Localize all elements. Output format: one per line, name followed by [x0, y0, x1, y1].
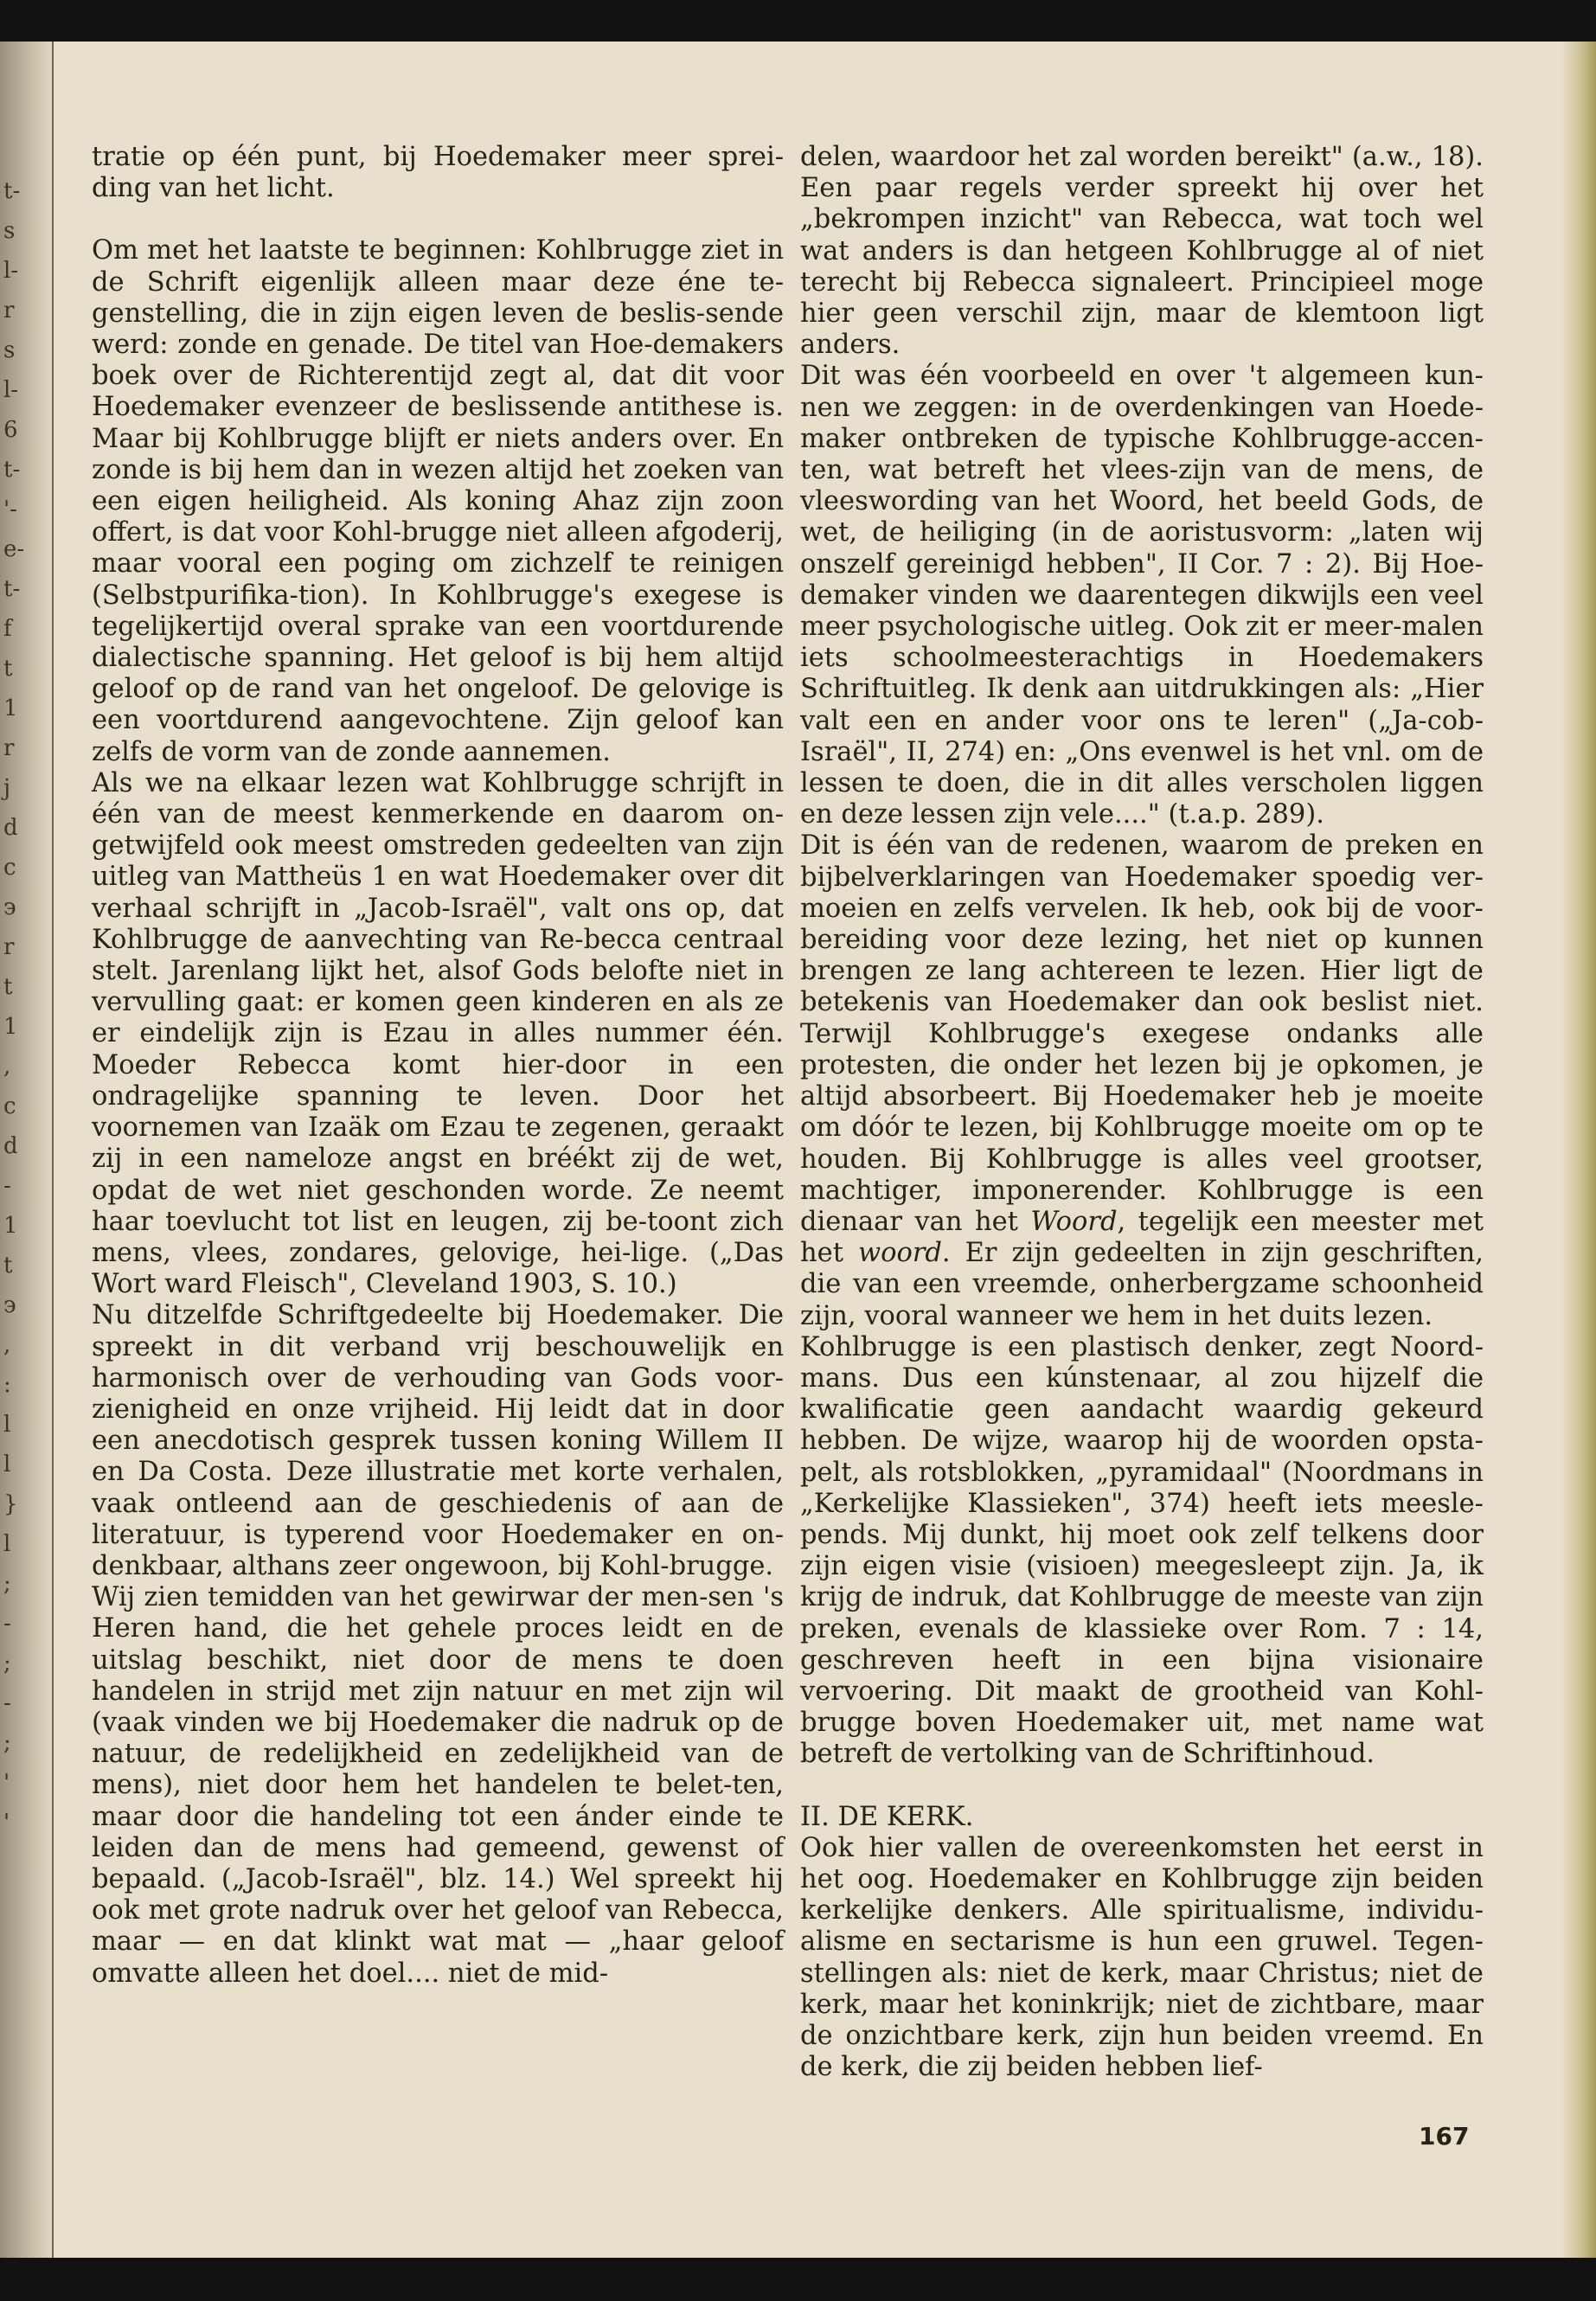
margin-fragment: : — [3, 1372, 11, 1398]
paragraph: Dit was één voorbeeld en over 't algemeen kun-nen we zeggen: in de overdenkingen van Hoede-maker ontbreken de typische Kohlbrugge-accen-ten, wat betreft het vlees-zijn van de mens, de vleeswording van het Woord, het beeld Gods, de wet, de heiliging (in de aoristusvorm: „laten wij onszelf gereinigd hebben", II Cor. 7 : 2). Bij Hoe-demaker vinden we daarentegen dikwijls een veel meer psychologische uitleg. Ook zit er meer-malen iets schoolmeesterachtigs in Hoedemakers Schriftuitleg. Ik denk aan uitdrukkingen als: „Hier valt een en ander voor ons te leren" („Ja-cob-Israël", II, 274) en: „Ons evenwel is het vnl. om de lessen te doen, die in dit alles verscholen liggen en deze lessen zijn vele...." (t.a.p. 289). — [800, 361, 1484, 830]
margin-fragment: d — [3, 1133, 18, 1159]
margin-fragment: s — [3, 218, 16, 244]
margin-fragment: l- — [3, 377, 19, 403]
text-run: Dit is één van de redenen, waarom de preken en bijbelverklaringen van Hoedemaker spoedig ver-moeien en zelfs vervelen. Ik heb, ook bij de voor-bereiding voor deze lezing, het niet op kunnen brengen ze lang achtereen te lezen. Hier ligt de betekenis van Hoedemaker dan ook beslist niet. Terwijl Kohlbrugge's exegese ondanks alle protesten, die onder het lezen bij je opkomen, je altijd absorbeert. Bij Hoedemaker heb je moeite om dóór te lezen, bij Kohlbrugge moeite om op te houden. Bij Kohlbrugge is alles veel grootser, machtiger, imponerender. Kohlbrugge is een dienaar van het — [800, 830, 1484, 1237]
margin-fragment: 1 — [3, 1014, 18, 1040]
margin-fragment: t- — [3, 178, 21, 204]
margin-fragment: c — [3, 855, 16, 881]
margin-fragment: l — [3, 1531, 11, 1557]
scanned-page — [0, 42, 1596, 2258]
margin-fragment: t — [3, 656, 13, 682]
margin-fragment: t- — [3, 576, 21, 602]
margin-fragment: t — [3, 974, 13, 1000]
facing-page-fragments — [3, 171, 26, 1843]
margin-fragment: 6 — [3, 417, 18, 443]
margin-fragment: - — [3, 1690, 11, 1716]
paragraph: delen, waardoor het zal worden bereikt" (a.w., 18). Een paar regels verder spreekt hij over het „bekrompen inzicht" van Rebecca, wat toch wel wat anders is dan hetgeen Kohlbrugge al of niet terecht bij Rebecca signaleert. Principieel moge hier geen verschil zijn, maar de klemtoon ligt anders. — [800, 142, 1484, 361]
margin-fragment: t- — [3, 457, 21, 483]
margin-fragment: 1 — [3, 1213, 18, 1239]
paragraph — [800, 830, 1484, 1331]
margin-fragment: d — [3, 815, 18, 841]
margin-fragment: э — [3, 894, 16, 920]
margin-fragment: e- — [3, 536, 25, 562]
margin-fragment: l — [3, 1452, 11, 1477]
margin-fragment: ; — [3, 1730, 11, 1756]
book-spine-edge — [52, 42, 54, 2258]
margin-fragment: f — [3, 616, 12, 642]
margin-fragment: c — [3, 1093, 16, 1119]
paragraph: tratie op één punt, bij Hoedemaker meer sprei-ding van het licht. — [92, 142, 784, 204]
margin-fragment: ; — [3, 1571, 11, 1597]
text-run: . Er zijn gedeelten in zijn geschriften, die van een vreemde, onherbergzame schoonheid zijn, vooral wanneer we hem in het duits lezen. — [800, 1238, 1484, 1331]
left-column — [92, 142, 784, 1990]
margin-fragment: ; — [3, 1650, 11, 1676]
margin-fragment: j — [3, 775, 11, 801]
italic-word: Woord — [1030, 1206, 1118, 1237]
paragraph: Ook hier vallen de overeenkomsten het eerst in het oog. Hoedemaker en Kohlbrugge zijn beiden kerkelijke denkers. Alle spiritualisme, individu-alisme en sectarisme is hun een gruwel. Tegen-stellingen als: niet de kerk, maar Christus; niet de kerk, maar het koninkrijk; niet de zichtbare, maar de onzichtbare kerk, zijn hun beiden vreemd. En de kerk, die zij beiden hebben lief- — [800, 1832, 1484, 2083]
paragraph: Nu ditzelfde Schriftgedeelte bij Hoedemaker. Die spreekt in dit verband vrij beschouwelijk en harmonisch over de verhouding van Gods voor-zienigheid en onze vrijheid. Hij leidt dat in door een anecdotisch gesprek tussen koning Willem II en Da Costa. Deze illustratie met korte verhalen, vaak ontleend aan de geschiedenis of aan de literatuur, is typerend voor Hoedemaker en on-denkbaar, althans zeer ongewoon, bij Kohl-brugge. — [92, 1300, 784, 1581]
margin-fragment: ' — [3, 1770, 10, 1796]
text-run: , tegelijk een meester met het — [800, 1206, 1484, 1269]
margin-fragment: , — [3, 1054, 11, 1080]
right-column — [800, 142, 1484, 2083]
italic-word: woord — [857, 1238, 942, 1269]
paragraph: Als we na elkaar lezen wat Kohlbrugge schrijft in één van de meest kenmerkende en daarom on-getwijfeld ook meest omstreden gedeelten van zijn uitleg van Mattheüs 1 en wat Hoedemaker over dit verhaal schrijft in „Jacob-Israël", valt ons op, dat Kohlbrugge de aanvechting van Re-becca centraal stelt. Jarenlang lijkt het, alsof Gods belofte niet in vervulling gaat: er komen geen kinderen en als ze er eindelijk zijn is Ezau in alles nummer één. Moeder Rebecca komt hier-door in een ondragelijke spanning te leven. Door het voornemen van Izaäk om Ezau te zegenen, geraakt zij in een nameloze angst en bréékt zij de wet, opdat de wet niet geschonden worde. Ze neemt haar toevlucht tot list en leugen, zij be-toont zich mens, vlees, zondares, gelovige, hei-lige. („Das Wort ward Fleisch", Cleveland 1903, S. 10.) — [92, 767, 784, 1300]
margin-fragment: } — [3, 1491, 18, 1517]
margin-fragment: - — [3, 1611, 11, 1637]
page-edge — [1561, 42, 1596, 2258]
margin-fragment: r — [3, 934, 15, 960]
margin-fragment: t — [3, 1253, 13, 1279]
margin-fragment: 1 — [3, 695, 18, 721]
margin-fragment: ' — [3, 1810, 10, 1836]
margin-fragment: - — [3, 1173, 11, 1199]
margin-fragment: э — [3, 1292, 16, 1318]
section-heading: II. DE KERK. — [800, 1801, 974, 1832]
margin-fragment: r — [3, 735, 15, 761]
margin-fragment: l — [3, 1412, 11, 1438]
paragraph: Wij zien temidden van het gewirwar der men-sen 's Heren hand, die het gehele proces leidt en de uitslag beschikt, niet door de mens te doen handelen in strijd met zijn natuur en met zijn wil (vaak vinden we bij Hoedemaker die nadruk op de natuur, de redelijkheid en zedelijkheid van de mens), niet door hem het handelen te belet-ten, maar door die handeling tot een ánder einde te leiden dan de mens had gemeend, gewenst of bepaald. („Jacob-Israël", blz. 14.) Wel spreekt hij ook met grote nadruk over het geloof van Rebecca, maar — en dat klinkt wat mat — „haar geloof omvatte alleen het doel.... niet de mid- — [92, 1582, 784, 1989]
paragraph: Kohlbrugge is een plastisch denker, zegt Noord-mans. Dus een kúnstenaar, al zou hijzelf die kwalificatie geen aandacht waardig gekeurd hebben. De wijze, waarop hij de woorden opsta-pelt, als rotsblokken, „pyramidaal" (Noordmans in „Kerkelijke Klassieken", 374) heeft iets meesle-pends. Mij dunkt, hij moet ook zelf telkens door zijn eigen visie (visioen) meegesleept zijn. Ja, ik krijg de indruk, dat Kohlbrugge de meeste van zijn preken, evenals de klassieke over Rom. 7 : 14, geschreven heeft in een bijna visionaire vervoering. Dit maakt de grootheid van Kohl-brugge boven Hoedemaker uit, met name wat betreft de vertolking van de Schriftinhoud. — [800, 1331, 1484, 1770]
margin-fragment: '- — [3, 497, 17, 522]
page-number: 167 — [1419, 2122, 1470, 2150]
margin-fragment: r — [3, 298, 15, 324]
margin-fragment: , — [3, 1332, 11, 1358]
paragraph: Om met het laatste te beginnen: Kohlbrugge ziet in de Schrift eigenlijk alleen maar deze éne te-genstelling, die in zijn eigen leven de beslis-sende werd: zonde en genade. De titel van Hoe-demakers boek over de Richterentijd zegt al, dat dit voor Hoedemaker evenzeer de beslissende antithese is. Maar bij Kohlbrugge blijft er niets anders over. En zonde is bij hem dan in wezen altijd het zoeken van een eigen heiligheid. Als koning Ahaz zijn zoon offert, is dat voor Kohl-brugge niet alleen afgoderij, maar vooral een poging om zichzelf te reinigen (Selbstpurifika-tion). In Kohlbrugge's exegese is tegelijkertijd overal sprake van een voortdurende dialectische spanning. Het geloof is bij hem altijd geloof op de rand van het ongeloof. De gelovige is een voortdurend aangevochtene. Zijn geloof kan zelfs de vorm van de zonde aannemen. — [92, 235, 784, 767]
margin-fragment: s — [3, 337, 16, 363]
margin-fragment: l- — [3, 258, 19, 284]
